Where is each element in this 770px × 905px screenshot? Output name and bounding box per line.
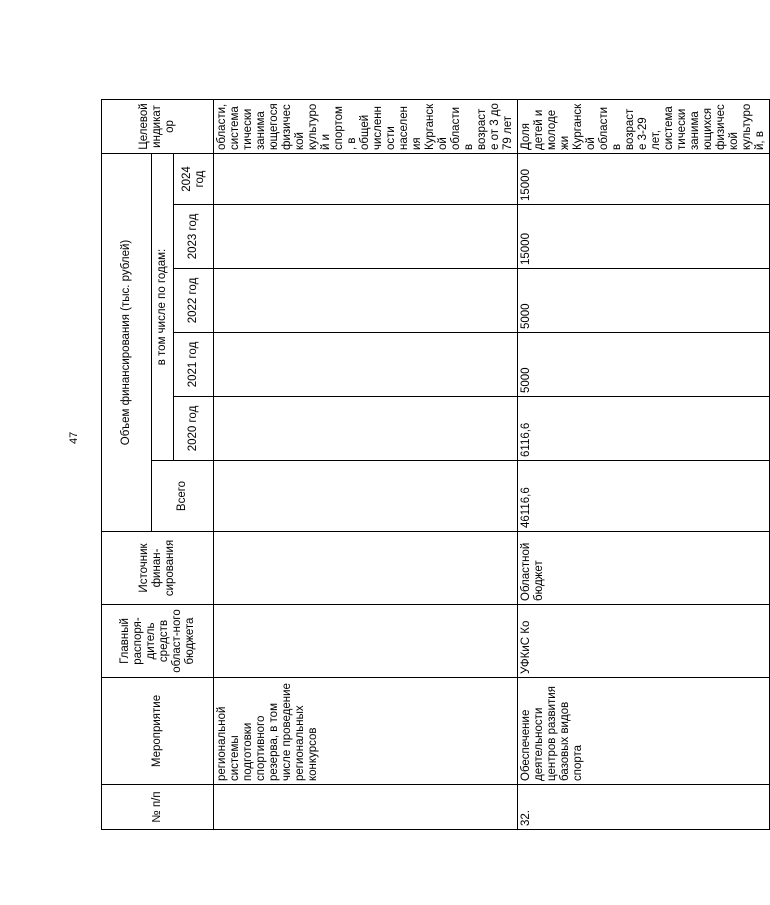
cell-2022 xyxy=(214,269,518,333)
header-source: Источник финан-сирования xyxy=(102,532,214,605)
cell-source: Областной бюджет xyxy=(518,532,770,605)
funding-table xyxy=(101,99,770,830)
cell-2021 xyxy=(214,333,518,397)
cell-measure: Обеспечение деятельности центров развития базовых видов спорта xyxy=(518,678,770,785)
cell-2020 xyxy=(214,397,518,461)
cell-2023 xyxy=(214,205,518,269)
header-num: № п/п xyxy=(102,785,214,830)
page-number: 47 xyxy=(68,431,80,444)
cell-num xyxy=(214,785,518,830)
cell-2020: 6116,6 xyxy=(518,397,770,461)
cell-2024: 15000 xyxy=(518,154,770,205)
header-year-2024: 2024 год xyxy=(174,154,214,205)
cell-2021: 5000 xyxy=(518,333,770,397)
header-by-years: в том числе по годам: xyxy=(152,154,174,461)
rotated-table-container xyxy=(101,100,766,830)
header-year-2021: 2021 год xyxy=(174,333,214,397)
cell-2023: 15000 xyxy=(518,205,770,269)
cell-manager: УФКиС Ко xyxy=(518,605,770,678)
cell-indicator: области, систематически занимающегося физической культурой и спортом, в общей численности населения Курганской области в возрасте от 3 до 79 лет xyxy=(214,100,518,154)
cell-total xyxy=(214,461,518,532)
cell-2022: 5000 xyxy=(518,269,770,333)
header-manager: Главный распоря-дитель средств област-ного бюджета xyxy=(102,605,214,678)
header-total: Всего xyxy=(152,461,214,532)
header-funding-group: Объем финансирования (тыс. рублей) xyxy=(102,154,152,532)
table-row xyxy=(518,100,770,830)
cell-measure: региональной системы подготовки спортивного резерва, в том числе проведение региональных конкурсов xyxy=(214,678,518,785)
header-year-2022: 2022 год xyxy=(174,269,214,333)
cell-total: 46116,6 xyxy=(518,461,770,532)
cell-2024 xyxy=(214,154,518,205)
header-year-2020: 2020 год xyxy=(174,397,214,461)
cell-manager xyxy=(214,605,518,678)
header-indicator: Целевой индикатор xyxy=(102,100,214,154)
cell-source xyxy=(214,532,518,605)
header-row-1 xyxy=(102,100,152,830)
cell-indicator: Доля детей и молодежи Курганской области в возрасте 3-29 лет, систематически занимающихся физической культурой, в xyxy=(518,100,770,154)
cell-num: 32. xyxy=(518,785,770,830)
table-row xyxy=(214,100,518,830)
header-measure: Мероприятие xyxy=(102,678,214,785)
header-year-2023: 2023 год xyxy=(174,205,214,269)
